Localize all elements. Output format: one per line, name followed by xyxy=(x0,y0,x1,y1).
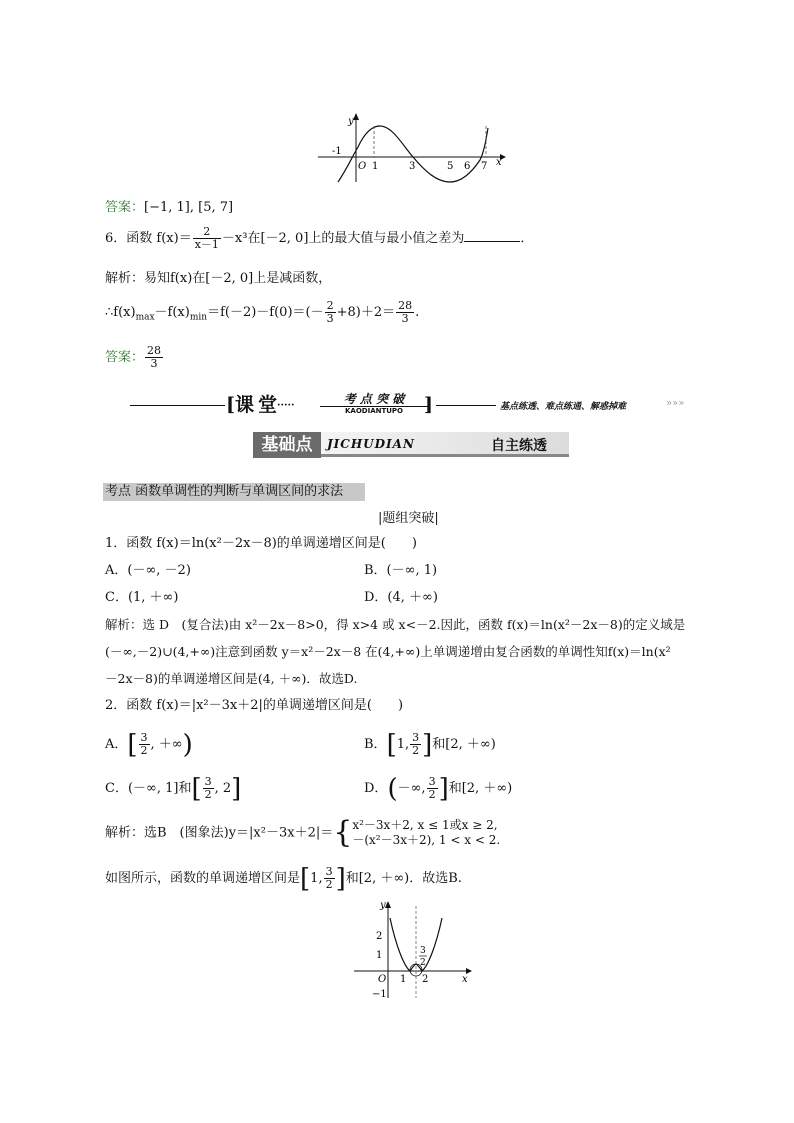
option-C: C．(1, ＋∞) xyxy=(105,590,179,605)
answer-line xyxy=(105,345,164,370)
banner-sub-en: KAODIANTUPO xyxy=(320,406,428,416)
question-6 xyxy=(105,226,533,251)
graph2-x-label: x xyxy=(462,974,468,985)
fraction xyxy=(410,732,421,757)
paren: ( xyxy=(387,773,398,804)
frac-num: 28 xyxy=(147,344,162,357)
bracket: ] xyxy=(438,773,449,804)
graph2-tick: 1 xyxy=(376,950,383,961)
frac-den: 2 xyxy=(204,788,212,801)
frac-num: 3 xyxy=(428,775,436,788)
jichu-badge xyxy=(253,432,321,458)
opt-text: 和[2, ＋∞) xyxy=(448,781,513,796)
banner-left-rule xyxy=(130,405,225,406)
answer-label: 答案： xyxy=(105,350,145,365)
option-B: B．(－∞, 1) xyxy=(364,563,438,578)
frac-num: 3 xyxy=(412,731,420,744)
opt-text: , ＋∞ xyxy=(150,737,183,752)
graph1-tick: 3 xyxy=(409,161,416,172)
section-tag xyxy=(103,483,365,501)
graph2-tick: −1 xyxy=(372,989,387,1000)
fraction xyxy=(396,300,414,325)
fraction xyxy=(193,226,221,251)
section-banner xyxy=(130,392,690,420)
opt-text: 和[2, ＋∞) xyxy=(432,737,496,752)
frac-den: 3 xyxy=(401,312,409,325)
bracket: ] xyxy=(422,729,433,760)
sol2-text: 和[2, ＋∞)．故选B. xyxy=(345,871,462,886)
fraction xyxy=(139,732,150,757)
jichu-right: 自主练透 xyxy=(491,438,547,454)
option-D xyxy=(364,773,513,804)
fraction xyxy=(145,345,163,370)
frac-den: 2 xyxy=(325,878,333,891)
frac-den: 2 xyxy=(140,744,148,757)
graph2-tick: O xyxy=(378,974,387,985)
bracket: ] xyxy=(231,773,242,804)
solution-2-line2 xyxy=(105,863,462,894)
sol6-part: －f(x) xyxy=(154,305,190,320)
frac-num: 3 xyxy=(204,775,212,788)
fraction xyxy=(203,776,214,801)
sol2-text: 如图所示，函数的单调递增区间是 xyxy=(105,871,301,886)
case-line: －(x²－3x＋2), 1 < x < 2. xyxy=(352,833,501,847)
frac-den: 2 xyxy=(412,744,420,757)
banner-right-rule xyxy=(436,405,496,406)
answer-value: [−1, 1], [5, 7] xyxy=(144,200,234,215)
graph2-tick: 3 xyxy=(420,946,426,956)
option-C xyxy=(105,773,242,804)
q2-stem: 2．函数 f(x)＝|x²－3x＋2|的单调递增区间是( ) xyxy=(105,698,404,713)
sol6-part: ∴f(x) xyxy=(105,305,136,320)
jichu-pinyin: JICHUDIAN xyxy=(327,437,415,451)
graph2-tick: 1 xyxy=(400,974,407,985)
question-1 xyxy=(105,535,417,553)
opt-prefix: D． xyxy=(364,781,388,796)
answer-blank xyxy=(464,229,520,242)
graph1-tick: O xyxy=(358,161,367,172)
graph1-tick: -1 xyxy=(332,146,342,157)
banner-sub xyxy=(320,393,428,416)
graph2-tick: 2 xyxy=(376,931,383,942)
frac-den: x－1 xyxy=(194,238,219,251)
graph1-y-label: y xyxy=(348,116,354,127)
jichu-badge-text: 基础点 xyxy=(261,435,313,455)
solution-6-line1 xyxy=(105,270,331,288)
solution-6-line2 xyxy=(105,300,419,327)
sol2-text: 1, xyxy=(310,871,323,886)
opt-text: , 2 xyxy=(214,781,232,796)
sol6-part: . xyxy=(415,305,420,320)
frac-den: 3 xyxy=(150,357,158,370)
sol2-prefix: 解析：选B (图象法)y＝|x²－3x＋2|＝ xyxy=(105,825,334,841)
opt-text: 1, xyxy=(396,737,410,752)
sine-curve-graph xyxy=(318,112,508,187)
answer-line xyxy=(105,199,233,217)
solution-1-line1 xyxy=(105,616,685,634)
frac-num: 3 xyxy=(140,731,148,744)
jichu-strip xyxy=(253,432,569,458)
frac-num: 28 xyxy=(398,299,413,312)
opt-text: －∞, xyxy=(397,781,426,796)
banner-char: 课 xyxy=(235,394,255,416)
frac-num: 2 xyxy=(326,299,334,312)
brace: { xyxy=(333,815,353,850)
paren: ) xyxy=(182,729,193,760)
option-A xyxy=(105,729,193,760)
graph1-x-label: x xyxy=(496,157,502,168)
frac-den: 2 xyxy=(428,788,436,801)
group-title: |题组突破| xyxy=(378,511,439,526)
banner-char: 堂 xyxy=(258,394,278,416)
bracket: ] xyxy=(335,863,346,894)
piecewise-cases xyxy=(352,818,500,848)
q6-prefix: 6．函数 f(x)＝ xyxy=(105,231,192,246)
opt-prefix: C．(－∞, 1]和 xyxy=(105,781,192,796)
frac-num: 2 xyxy=(193,226,221,239)
option-A: A．(－∞, －2) xyxy=(105,563,191,578)
sub-max: max xyxy=(135,312,155,323)
chevrons-icon: »»» xyxy=(666,398,685,409)
option-D: D．(4, ＋∞) xyxy=(364,590,438,605)
option-B xyxy=(364,729,496,760)
bracket-left: [ xyxy=(226,394,235,416)
graph1-tick: 7 xyxy=(481,161,488,172)
sol6-part: +8)＋2＝ xyxy=(336,305,396,320)
graph2-tick: 2 xyxy=(422,974,429,985)
q1-stem: 1．函数 f(x)＝ln(x²－2x－8)的单调递增区间是( ) xyxy=(105,536,417,551)
fraction xyxy=(427,776,438,801)
bracket: [ xyxy=(127,729,138,760)
sol1-text: －2x－8)的单调递增区间是(4, ＋∞)．故选D. xyxy=(105,671,358,686)
solution-2-line1 xyxy=(105,815,501,850)
bracket: [ xyxy=(300,863,311,894)
opt-prefix: B． xyxy=(364,737,387,752)
opt-prefix: A． xyxy=(105,737,128,752)
fraction xyxy=(324,866,335,891)
graph2-tick: 2 xyxy=(420,958,426,968)
sol6-text: 解析：易知f(x)在[－2, 0]上是减函数， xyxy=(105,271,332,286)
graph2-y-label: y xyxy=(380,900,386,911)
sol1-text: (－∞,－2)∪(4,+∞)注意到函数 y＝x²－2x－8 在(4,+∞)上单调递增由复合函数的单调性知f(x)＝ln(x² xyxy=(105,644,671,659)
bracket: [ xyxy=(386,729,397,760)
banner-right-text: 基点练透、难点练通、解惑掉难 xyxy=(500,402,627,412)
sol1-text: 解析：选 D (复合法)由 x²－2x－8>0，得 x>4 或 x<－2.因此，函数 f(x)＝ln(x²－2x－8)的定义域是 xyxy=(105,617,686,632)
graph1-tick: 1 xyxy=(372,161,379,172)
frac-den: 3 xyxy=(326,312,334,325)
banner-sub-cn: 考 点 突 破 xyxy=(343,392,405,406)
graph1-tick: 6 xyxy=(464,161,471,172)
banner-bracket-box xyxy=(226,392,294,418)
graph1-tick: 5 xyxy=(447,161,454,172)
abs-parabola-graph xyxy=(350,898,475,1003)
case-line: x²－3x＋2, x ≤ 1或x ≥ 2, xyxy=(352,818,498,832)
q6-middle: －x³在[－2, 0]上的最大值与最小值之差为 xyxy=(221,231,465,246)
question-2 xyxy=(105,697,403,715)
frac-num: 3 xyxy=(325,865,333,878)
solution-1-line2 xyxy=(105,643,671,661)
bracket: [ xyxy=(191,773,202,804)
sol6-part: ＝f(－2)－f(0)＝(－ xyxy=(207,305,324,320)
bracket-right: ] xyxy=(424,394,433,416)
answer-label: 答案： xyxy=(105,200,145,215)
solution-1-line3 xyxy=(105,670,357,688)
fraction xyxy=(325,300,336,325)
q6-suffix: ． xyxy=(520,231,534,246)
sub-min: min xyxy=(189,312,208,323)
section-tag-text: 考点 函数单调性的判断与单调区间的求法 xyxy=(105,484,344,499)
banner-dots: ····· xyxy=(277,400,295,411)
